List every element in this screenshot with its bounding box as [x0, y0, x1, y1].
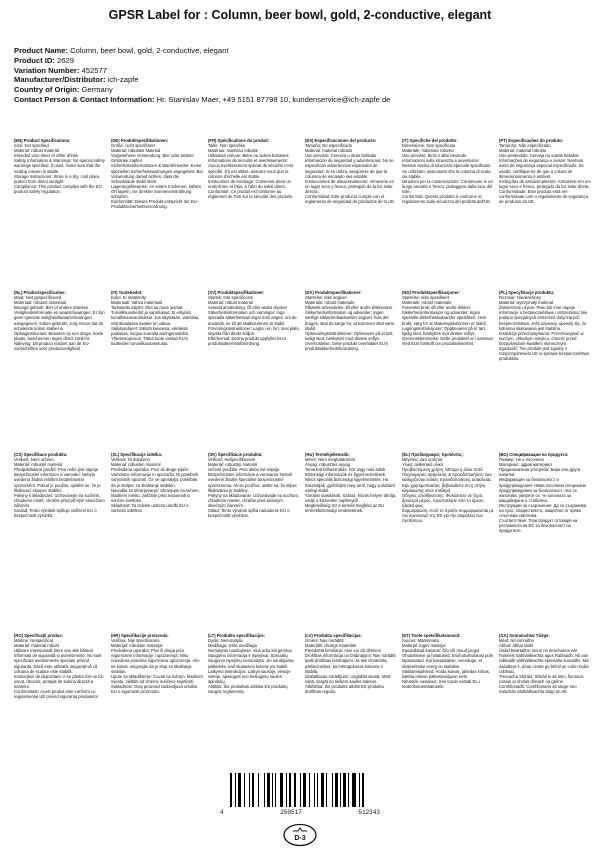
spec-line: Sigurnosne informacije i upozorenja: Nisu navedena posebna sigurnosna upozorenja. Ako se koristi, osigurajte da je stup za skaliranje stabilan. [111, 653, 200, 674]
barcode-lead-digit: 4 [220, 809, 224, 816]
spec-line: Atitiktis: Šis produktas atitinka ES produktų saugos reglamentą. [208, 683, 288, 695]
spec-line: Materiaali: Vahva materiaali [111, 300, 163, 306]
spec-line: Instrukcje przechowywania: Przechowywać w suchym, chłodnym miejscu, chronić przed bezpośrednim światłem słonecznym. [499, 330, 584, 346]
spec-block [14, 633, 106, 763]
spec-line: Conformitate: Acest produs este conform cu regulamentul UE privind siguranța produselor. [14, 689, 99, 700]
spec-block [208, 138, 300, 286]
spec-block [111, 138, 203, 286]
spec-line: Material: material robust [14, 643, 59, 649]
ean-barcode [220, 773, 380, 821]
spec-block [499, 633, 591, 763]
spec-line: Forventet bruk: Øl eller andre drikker [402, 305, 471, 311]
spec-line: Kavandatud kasutus: Õlu või muud joogid [402, 648, 480, 654]
spec-line: Materiale: robust materiale [402, 300, 452, 306]
barcode-bar [309, 773, 310, 807]
spec-line: Zgodność: Ten produkt jest zgodny z rozporządzeniem UE w sprawie bezpieczeństwa produktów. [499, 346, 589, 362]
barcode-bar [314, 773, 315, 807]
spec-line: Uso pretendido: Cerveja ou outras bebidas [499, 153, 579, 159]
spec-line: Materijal: robustan materijal [111, 643, 163, 649]
spec-block [499, 290, 591, 438]
spec-line: Méid: Níl sonraithe [499, 638, 534, 644]
spec-line: Overholdelse: Dette produkt overholder EU's produktsikkerhedsforordning. [305, 340, 388, 352]
spec-block [402, 633, 494, 763]
spec-block-heading: (CS) Specifikace produktu: [14, 452, 68, 457]
spec-line: Predvidena uporaba: Pivo ali druge pijače [111, 467, 189, 473]
spec-block [402, 138, 494, 286]
spec-line: Nõuetele vastavus: See toode vastab EL-i tooteohutusmäärusele. [402, 678, 480, 689]
spec-line: Saugumo informacija ir įspėjimai: Specialių saugumo įspėjimų nenurodyta. Jei naudojama, įsitikinkite, kad skalavimo kolona yra stabili. [208, 653, 295, 669]
spec-line: Předpokládané použití: Pivo nebo jiné nápoje [14, 467, 99, 473]
barcode-bar [238, 773, 242, 807]
spec-line: Numatytas naudojimas: Alus arba kiti gėrimai [208, 648, 292, 654]
barcode-bar [348, 773, 349, 807]
spec-line: Conformité: Ce produit est conforme au règlement de l'UE sur la sécurité des produits. [208, 188, 294, 200]
spec-line: Informații de siguranță și avertismente: Nu sunt specificate avertismente speciale privind siguranța. Dacă este utilizată, asigurați-vă că coloana de scalare este stabilă. [14, 653, 102, 674]
spec-line: Material: material robusto [499, 148, 547, 154]
spec-block-heading: (NO) Produktspesifikasjoner: [402, 290, 460, 295]
barcode-digits [220, 809, 380, 816]
spec-line: Určené použitie: Pivo alebo iné nápoje [208, 467, 280, 473]
recycling-dispose-icon [282, 823, 318, 847]
spec-line: Tervezett felhasználás: Sör vagy más italok [305, 467, 386, 473]
info-row-product-id: Product ID: 2629 [14, 55, 74, 65]
barcode-bar [335, 773, 337, 807]
spec-line: Varnostne informacije in opozorila: Ni posebnih varnostnih opozoril. Če se uporablja, poskrbite, da je stolpec za skaliranje stabilen. [111, 472, 199, 488]
barcode-bar [362, 773, 364, 807]
spec-line: Bezpečnostní informace a varování: Nebyla uvedena žádná zvláštní bezpečnostní upozornění. Pokud je použito, ujistěte se, že je škálovací sloupec stabilní. [14, 472, 101, 493]
spec-line: Размер: Не е посочено [499, 457, 544, 463]
spec-line: Sikkerhedsinformation og advarsler: Ingen særlige sikkerhedsadvarsler angivet. hvis det bruges, skal du sørge for, at kolonnen skal være stabil. [305, 310, 395, 331]
spec-line: Veľkosť: Nešpecifikované [208, 457, 256, 463]
info-row-product-name: Product Name: Column, beer bowl, gold, 2-conductive, elegant [14, 46, 229, 55]
spec-block-heading: (HR) Specifikacije proizvoda: [111, 633, 169, 638]
spec-line: Istruzioni per la conservazione: Conservare in un luogo asciutto e fresco, proteggere dalla luce del sole. [402, 178, 493, 194]
spec-line: Sikkerhetsinformasjon og advarsler: Ingen spesielle sikkerhetsadvarsler spesifisert. Hvis brukt, sørg for at skaleringskolonnen er stabil. [402, 310, 487, 326]
spec-line: Intended Use: Beer or other drinks [14, 153, 79, 159]
spec-line: Υλικό: ανθεκτικό υλικό [402, 462, 444, 468]
spec-block [208, 452, 300, 600]
spec-line: Предназначена употреба: Бира или други напитки [499, 467, 581, 478]
spec-line: Konformität: Dieses Produkt entspricht der EU-Produktsicherheitsverordnung. [111, 199, 199, 210]
spec-block [111, 290, 203, 438]
barcode-bar [326, 773, 327, 807]
barcode-bar [294, 773, 296, 807]
spec-line: Informations de sécurité et avertissements: Aucun avertissement spécial de sécurité n'est spécifié. S'il est utilisé, assurez-vous que la colonne d'échelle est stable. [208, 158, 293, 179]
spec-block-heading: (EN) Product Specifications: [14, 138, 71, 143]
spec-line: Bezpečnostné informácie a varovania: Neboli uvedené žiadne špeciálne bezpečnostné upozornenia. Ak sa používa, uistite sa, že stĺpec škálovania je stabilný. [208, 472, 298, 493]
spec-line: Lagerungshinweise: An einem trockenen, kühlen Ort lagern, vor direkter Sonneneinstrahlung schützen. [111, 183, 202, 200]
spec-line: Megfelelőség: Ez a termék megfelel az EU termékbiztonsági rendeletének. [305, 502, 385, 514]
barcode-bar [332, 773, 333, 807]
spec-line: Glabāšanas norādījumi: Uzglabāt sausā, vēsā vietā, sargāt no tiešiem saules stariem. [305, 673, 391, 684]
spec-block [499, 138, 591, 286]
spec-line: Soulad: Tento výrobek splňuje nařízení EU o bezpečnosti výrobků. [14, 508, 97, 519]
spec-line: Sukladnost: Ovaj proizvod zadovoljava uredbu EU o sigurnosti proizvoda. [111, 683, 198, 695]
spec-block-heading: (LT) Produkto specifikacijos: [208, 633, 266, 638]
spec-block-heading: (DA) Produktspecifikationer: [305, 290, 362, 295]
spec-line: Velikost: Není určeno [14, 457, 54, 463]
spec-line: Ábhar: ábhar láidir [499, 643, 534, 649]
spec-block-heading: (FR) Spécifications du produit: [208, 138, 270, 143]
spec-line: Materiaal: robuust materiaal [14, 300, 66, 306]
spec-line: Suurus: Määramata [402, 638, 439, 644]
barcode-bar [286, 773, 287, 807]
spec-line: Instrucțiuni de depozitare: A se păstra într-un loc uscat, răcoros, protejat de lumina directă a soarelui. [14, 673, 104, 689]
barcode-bar [321, 773, 323, 807]
spec-line: Informacje o bezpieczeństwie i ostrzeżenia: Nie podano specjalnych ostrzeżeń dotyczących bezpieczeństwa. Jeśli używany, upewnij się, że kolumna skalowania jest stabilna. [499, 310, 588, 331]
spec-line: Påtænkt anvendelse: Øl eller andre drikkevarer [305, 305, 393, 311]
spec-line: Utilisation prévue: Bière ou autres boissons [208, 153, 289, 159]
spec-line: Προβλεπόμενη χρήση: Μπύρα ή άλλα ποτά [402, 467, 483, 473]
spec-line: Biztonsági információk és figyelmeztetések: Nincs speciális biztonsági figyelmeztetés. Ha használják, győződjön meg arról, hogy a skálázó oszlop stabil. [305, 472, 396, 493]
spec-line: Material: robustes Material [111, 148, 161, 154]
barcode-bar [275, 773, 276, 807]
spec-line: Naleving: Dit product voldoet aan de EU-voorschriften voor productveiligheid. [14, 340, 90, 352]
spec-block-heading: (DE) Produktspezifikationen: [111, 138, 169, 143]
spec-block-heading: (HU) Termékjellemzők: [305, 452, 350, 457]
spec-block [402, 452, 494, 600]
spec-line: Materiāls: izturīgs materiāls [305, 643, 356, 649]
spec-block-heading: (SK) Špecifikácie produktu: [208, 452, 263, 457]
spec-line: Lagringsinstruksjoner: Oppbevares på et tørt, kjølig sted, beskyttes mot direkte sollys. [402, 325, 487, 336]
svg-text:D-3: D-3 [294, 835, 306, 842]
barcode-bars [230, 773, 370, 807]
spec-line: Compliance: This product complies with the EU product safety regulation. [14, 183, 102, 194]
spec-line: Uso previsto: Cerveza u otras bebidas [305, 153, 376, 159]
barcode-right-digits: 512343 [358, 809, 380, 816]
spec-block-heading: (ET) Toote spetsifikatsioonid: [402, 633, 461, 638]
spec-line: Atbilstība: Šis produkts atbilst ES produktu drošības regulai. [305, 683, 384, 695]
spec-line: Säkerhetsinformation och varningar: Inga speciella säkerhetsvarningar som anges. om de används, se till att skalkolumnen är stabil. [208, 310, 297, 326]
spec-block [14, 452, 106, 600]
spec-line: Matériau: matériau robuste [208, 148, 259, 154]
spec-block-heading: (PL) Specyfikacje produktu: [499, 290, 555, 295]
spec-line: Материал: здрав материал [499, 462, 552, 468]
spec-line: Συμμόρφωση: Αυτό το προϊόν συμμορφώνεται με τον κανονισμό της ΕΕ για την ασφάλεια των προϊόντων. [402, 508, 494, 524]
spec-line: Úsáid Beartaithe: Beoir nó deochanna eile [499, 648, 578, 654]
spec-line: Upute za skladištenje: Čuvati na suhom, hladnom mjestu, zaštititi od izravne sunčeve svjetlosti. [111, 673, 203, 684]
spec-line: Ohutusteave ja hoiatused: Eriohutushoiatusi pole täpsustatud. Kui kasutatakse, veenduge, et skaleerimise veerg on stabiilne. [402, 653, 494, 669]
spec-line: Instruções de armazenamento: Armazene em um lugar seco e fresco, protegido da luz solar direta. [499, 178, 591, 189]
spec-line: Size: Not specified [14, 143, 49, 149]
spec-block [305, 633, 397, 763]
barcode-bar [264, 773, 265, 807]
spec-block [305, 290, 397, 438]
spec-line: Skladnost: Ta izdelek ustreza uredbi EU o varnosti izdelkov. [111, 502, 189, 514]
barcode-left-digits: 250517 [280, 809, 302, 816]
spec-line: Material: robust material [14, 148, 59, 154]
barcode-bar [343, 773, 345, 807]
barcode-bar [244, 773, 245, 807]
spec-line: Faisnéis Sábháilteachta agus Rabhaidh: Níl aon rabhaidh sábháilteachta speisialta sonraithe. Má úsáidtear é, déan cinnte go bhfuil an colún scála cobhsaí. [499, 653, 589, 674]
spec-line: Информация за безопасност и предупреждения: Няма посочени специални предупреждения за безопасност. Ако се използва, уверете се, че колоната за мащабиране е стабилна. [499, 477, 586, 503]
spec-line: Instrucciones de almacenamiento: Almacene en un lugar seco y fresco, protegido de la luz solar directa. [305, 178, 394, 194]
spec-line: Dimensione: Non specificata [402, 143, 456, 149]
spec-block-heading: (GA) Sonraíochtaí Táirge: [499, 633, 550, 638]
spec-block [111, 633, 203, 763]
barcode-bar [230, 773, 232, 807]
spec-block-heading: (BG) Спецификации на продукта: [499, 452, 569, 457]
spec-line: Material: robust material [208, 300, 253, 306]
barcode-bar [267, 773, 269, 807]
spec-line: Anyag: robusztus anyag [305, 462, 350, 468]
spec-line: Conformidade: Este produto está em conformidade com o regulamento de segurança de produtos da UE. [499, 188, 588, 205]
spec-line: Avsedd användning: Öl eller andra drycker [208, 305, 288, 311]
spec-line: Sicherheitsinformationen & Warnhinweise: Keine speziellen Sicherheitswarnungen angegeben. Bei Verwendung darauf achten, dass die Schanksäule stabil steht. [111, 163, 203, 184]
spec-line: Vorgesehene Verwendung: Bier oder andere Getränke zapfen [111, 153, 194, 164]
info-row-country: Country of Origin: Germany [14, 85, 113, 95]
spec-line: Taille: Non spécifiée [208, 143, 246, 149]
barcode-bar [303, 773, 307, 807]
spec-line: Materiál: robustný materiál [208, 462, 258, 468]
spec-block [208, 633, 300, 763]
spec-line: Conformità: Questo prodotto è conforme al regolamento sulla sicurezza dei prodotti dell'UE. [402, 194, 492, 205]
spec-block-heading: (SL) Specifikacije izdelka: [111, 452, 163, 457]
spec-line: Beoogd gebruik: Bier of andere dranken [14, 305, 89, 311]
spec-block [208, 290, 300, 438]
spec-line: Dydis: Nenurodyta [208, 638, 243, 644]
spec-line: Materiale: robust materiale [305, 300, 355, 306]
page-title: GPSR Label for : Column, beer bowl, gold, 2-conductive, elegant [108, 8, 492, 22]
spec-line: Utilizare intenționată: Bere sau alte băuturi [14, 648, 93, 654]
spec-line: Comhlíonadh: Comhlíonann an táirge seo rialachán sábháilteachta táirgí an AE. [499, 683, 577, 695]
spec-line: Säilytysohjeet: Säilytä kuivassa, viileässä paikassa, suojaa suoralta auringonvalolta. [111, 325, 189, 336]
spec-block [305, 138, 397, 286]
spec-line: Storlek: Inte specificerat [208, 295, 253, 301]
spec-line: Conformidad: Este producto cumple con el reglamento de seguridad de productos de la UE. [305, 194, 396, 205]
spec-block-heading: (RO) Specificații produs: [14, 633, 64, 638]
barcode-bar [235, 773, 236, 807]
spec-block [14, 290, 106, 438]
spec-block [14, 138, 106, 286]
spec-line: Turvallisuustiedot ja varoitukset: Ei erityisiä turvallisuusvaroituksia. Jos käytetään, varmista, että skaalaava sarake on vakaa. [111, 310, 200, 326]
barcode-bar [340, 773, 341, 807]
spec-line: Materjal: tugev materjal [402, 643, 446, 649]
spec-line: Tárolási utasítások: Száraz, hűvös helyen tárolja, védje a közvetlen napfénytől. [305, 492, 397, 503]
spec-line: Maat: Niet gespecificeerd [14, 295, 62, 301]
spec-line: Tarkoitettu käyttö: Olut tai muut juomat [111, 305, 183, 311]
info-row-contact: Contact Person & Contact Information: Hr. Stanislav Maer, +49 5151 87798 10, kundenservice@ich-zapfe.de [14, 94, 391, 104]
spec-line: Tamanho: Não especificado [499, 143, 551, 149]
barcode-bar [249, 773, 250, 807]
info-row-manufacturer: Manufacturer/Distributor: ich-zapfe [14, 75, 139, 85]
spec-line: Størrelse: Ikke angivet [305, 295, 347, 301]
spec-line: Efterlevnad: Denna produkt uppfyller EU:s produktsäkerhetsförordning. [208, 335, 287, 346]
spec-line: Инструкции за съхранение: Да се съхранява на сухо, хладно място, защитено от пряка слънчева светлина. [499, 502, 587, 519]
spec-line: Navodila za shranjevanje: Shranjujte na suhem, hladnem mestu, zaščitite pred neposredno sončno svetlobo. [111, 487, 200, 503]
spec-line: Méret: Nem meghatározott [305, 457, 355, 463]
spec-line: Πληροφορίες ασφαλείας & προειδοποιήσεις: Δεν καθορίζονται ειδικές προειδοποιήσεις ασφαλείας. Εάν χρησιμοποιείται, βεβαιωθείτε ότι η στήλη κλιμάκωσης είναι σταθερή. [402, 472, 493, 493]
spec-line: Οδηγίες αποθήκευσης: Φυλάσσετε σε ξηρό, δροσερό μέρος, προστατέψτε από το άμεσο ηλιακό φως. [402, 492, 484, 508]
info-row-variation-number: Variation Number: 452577 [14, 65, 107, 75]
product-info [14, 46, 594, 105]
spec-block-heading: (FI) Tuotetiedot: [111, 290, 143, 295]
spec-line: Pokyny na skladovanie: Uchovávajte na suchom, chladnom mieste, chráňte pred priamym slnečným žiarením. [208, 492, 300, 508]
spec-line: Informazioni sulla sicurezza e avvertenze: Nessun avviso di sicurezza speciale specificato. Se utilizzato, assicurarsi che la colonna di scala sia stabile. [402, 158, 492, 179]
spec-line: Laikymo instrukcijos: Laikyti sausoje, vėsioje vietoje, apsaugoti nuo tiesioginių saulės spindulių. [208, 668, 291, 684]
barcode-bar [359, 773, 360, 807]
spec-line: Predviđena uporaba: Pivo ili druga pića [111, 648, 184, 654]
barcode-bar [272, 773, 273, 807]
spec-block-heading: (IT) Specifiche del prodotto: [402, 138, 458, 143]
barcode-bar [280, 773, 284, 807]
spec-line: Material: material robusto [305, 148, 353, 154]
spec-line: Safety Information & Warnings: No special safety warnings specified. If used, make sure that the scaling column is stable. [14, 158, 105, 174]
spec-block-heading: (LV) Produkta specifikācijas: [305, 633, 362, 638]
spec-block-heading: (SV) Produktspecifikationer: [208, 290, 265, 295]
barcode-bar [258, 773, 259, 807]
barcode-bar [252, 773, 254, 807]
spec-line: Informações de segurança e avisos: Nenhum aviso de segurança especial especificado. Se usado, certifique-se de que a coluna de dimensionamento é estável. [499, 158, 584, 179]
barcode-bar [300, 773, 301, 807]
spec-line: Mărime: Nespecificat [14, 638, 54, 644]
spec-line: Material: robusten material [111, 462, 161, 468]
spec-line: Drošības informācija un brīdinājumi: Nav norādīti īpaši drošības brīdinājumi. Ja tiek izmantota, pārliecinieties, ka mērogošanas kolonna ir stabila. [305, 653, 396, 674]
spec-block-heading: (NL) Productspecificaties: [14, 290, 66, 295]
spec-line: Paredzētā lietošana: Alus vai citi dzērieni [305, 648, 381, 654]
spec-line: Storage Instructions: Store in a dry, cool place, protect from direct sunlight. [14, 173, 101, 184]
spec-line: Zamierzone użycie: Piwo lub inne napoje [499, 305, 576, 311]
spec-line: Opslaginstructies: Bewaren op een droge, koele plaats, beschermen tegen direct zonlicht. [14, 330, 104, 341]
spec-line: Izmērs: Nav norādīts [305, 638, 344, 644]
spec-line: Størrelse: Ikke spesifisert [402, 295, 450, 301]
spec-block [402, 290, 494, 438]
spec-line: Opbevaringsinstruktioner: Opbevares på et tørt, køligt sted, beskyttes mod direkte sollys. [305, 330, 394, 341]
spec-line: Veiligheidsinformatie en waarschuwingen: Er zijn geen speciale veiligheidswaarschuwingen aangegeven. Indien gebruikt, zorg ervoor dat de schalende kolom stabiel is. [14, 310, 105, 331]
spec-line: Treoracha Stórála: Stóráil in áit tirim, fionnuar, cosain ar sholas díreach na gréine. [499, 673, 585, 684]
spec-line: Súlad: Tento výrobok spĺňa nariadenie EÚ o bezpečnosti výrobkov. [208, 508, 290, 519]
spec-line: Tamaño: No especificado [305, 143, 353, 149]
spec-line: Μέγεθος: Δεν ορίζεται [402, 457, 443, 463]
spec-line: Medžiaga: tvirta medžiaga [208, 643, 257, 649]
spec-line: Съответствие: Този продукт отговаря на регламента на ЕС за безопасност на продуктите. [499, 518, 578, 534]
spec-line: Förvaringsinstruktioner: Lagra i en torr, sval plats, skydda från direkt solljus. [208, 325, 300, 336]
spec-line: Overensstemmelse: Dette produktet er i samsvar med EUs forskrift om produktsikkerhet. [402, 335, 493, 346]
spec-block [499, 452, 591, 600]
spec-line: Materiál: robustní materiál [14, 462, 63, 468]
spec-line: Veličina: Nije specificirano [111, 638, 160, 644]
spec-line: Größe: nicht spezifiziert [111, 143, 155, 149]
spec-line: Materiale: materiale robusto [402, 148, 454, 154]
spec-line: Rozmiar: Nieokreślony [499, 295, 542, 301]
spec-line: Yhteensopivuus: Tämä tuote vastaa EU:n tuotteiden turvallisuusasetusta. [111, 335, 189, 346]
spec-block [305, 452, 397, 600]
spec-line: Instructions de stockage: Conserver dans un endroit sec et frais, à l'abri du soleil direct. [208, 178, 291, 189]
spec-block-heading: (EL) Προδιαγραφές προϊόντος: [402, 452, 464, 457]
barcode-bar [317, 773, 318, 807]
spec-line: Pokyny k skladování: Uchovávejte na suchém, chladném místě, chraňte před přímým slunečním zářením. [14, 492, 105, 508]
spec-line: Velikost: Ni določeno [111, 457, 150, 463]
spec-line: Säilitamisjuhised: Hoida kuivas, jahedas kohas, kaitsta otsese päikesevalguse eest. [402, 668, 490, 679]
spec-line: Koko: Ei määritelty [111, 295, 146, 301]
barcode-bar [289, 773, 291, 807]
spec-block-heading: (ES) Especificaciones del producto: [305, 138, 377, 143]
spec-line: Información de seguridad y advertencias: No se especifican advertencias especiales de seguridad. Si se utiliza, asegúrese de que la columna de escalado sea estable. [305, 158, 394, 179]
spec-block-heading: (PT) Especificações do produto: [499, 138, 564, 143]
barcode-bar [352, 773, 356, 807]
spec-line: Uso previsto: Birra o altre bevande [402, 153, 467, 159]
spec-block [111, 452, 203, 600]
spec-line: Materiał: wytrzymały materiał [499, 300, 553, 306]
